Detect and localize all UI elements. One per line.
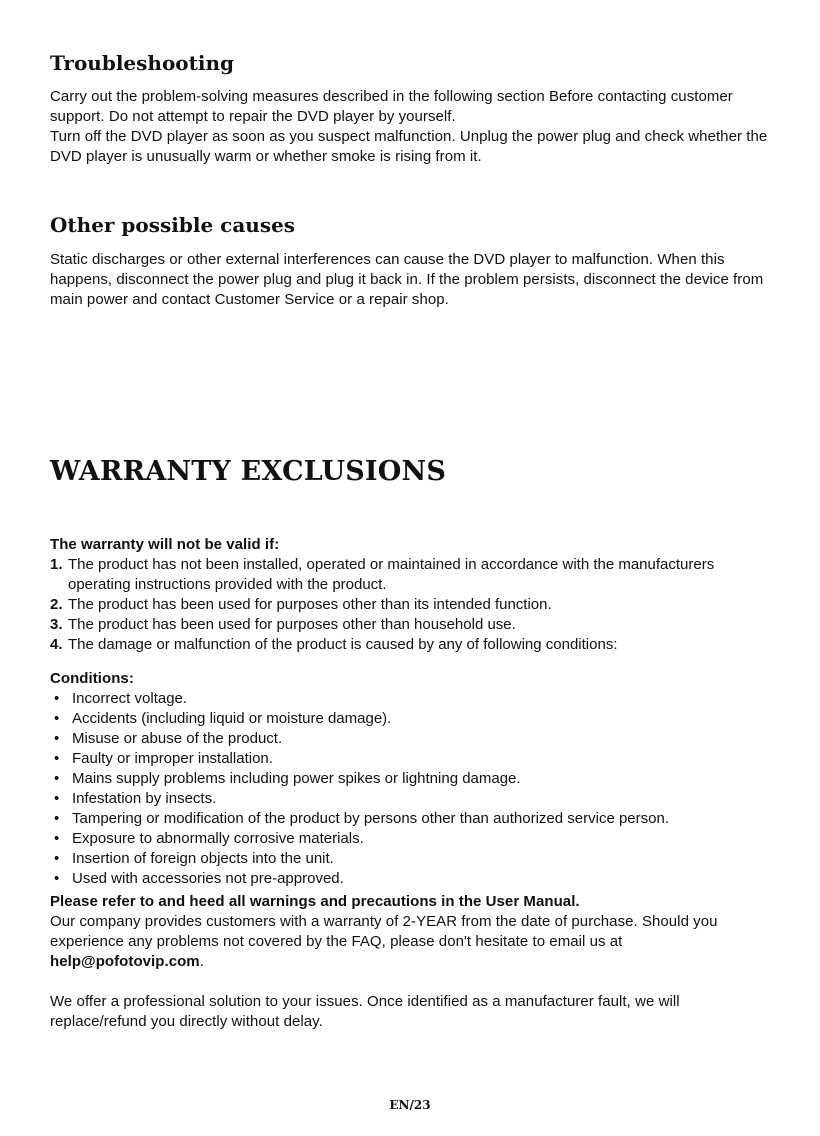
list-number: 2. [50, 596, 63, 613]
list-number: 4. [50, 636, 63, 653]
list-item [50, 729, 780, 749]
bullet-icon: • [54, 810, 60, 827]
company-text: Our company provides customers with a warranty of 2-YEAR from the date of purchase. Should you experience any problems not covered by the FAQ, please don't hesitate to email us at [50, 913, 718, 950]
email-suffix: . [199, 953, 204, 970]
refer-note: Please refer to and heed all warnings and precautions in the User Manual. [50, 893, 580, 910]
bullet-icon: • [54, 850, 60, 867]
list-item [50, 869, 780, 889]
list-item [50, 809, 780, 829]
list-item [50, 829, 780, 849]
list-text: The product has been used for purposes other than its intended function. [68, 596, 552, 613]
list-text: The damage or malfunction of the product is caused by any of following conditions: [68, 636, 618, 653]
bullet-icon: • [54, 690, 60, 707]
list-item [50, 749, 780, 769]
list-text: Mains supply problems including power spikes or lightning damage. [72, 770, 521, 787]
list-text: Infestation by insects. [72, 790, 217, 807]
bullet-icon: • [54, 770, 60, 787]
conditions-title: Conditions: [50, 670, 134, 687]
warranty-invalid-title: The warranty will not be valid if: [50, 536, 280, 553]
list-text: Faulty or improper installation. [72, 750, 273, 767]
bullet-icon: • [54, 870, 60, 887]
list-item [50, 615, 780, 635]
conditions-list [50, 689, 780, 889]
troubleshooting-paragraph-1: Carry out the problem-solving measures described in the following section Before contacting customer support. Do not attempt to repair the DVD player by yourself. [50, 88, 733, 125]
warranty-invalid-list [50, 555, 780, 655]
list-text: Accidents (including liquid or moisture damage). [72, 710, 392, 727]
other-causes-section [50, 212, 780, 310]
list-item [50, 595, 780, 615]
list-text: Used with accessories not pre-approved. [72, 870, 344, 887]
warranty-section [50, 454, 780, 490]
bullet-icon: • [54, 790, 60, 807]
troubleshooting-paragraph-2: Turn off the DVD player as soon as you suspect malfunction. Unplug the power plug and check whether the DVD player is unusually warm or whether smoke is rising from it. [50, 128, 768, 165]
bullet-icon: • [54, 750, 60, 767]
other-causes-paragraph: Static discharges or other external interferences can cause the DVD player to malfunction. When this happens, disconnect the power plug and plug it back in. If the problem persists, disconnect the device from main power and contact Customer Service or a repair shop. [50, 251, 764, 308]
list-item [50, 789, 780, 809]
troubleshooting-heading: Troubleshooting [50, 51, 234, 75]
list-item [50, 635, 780, 655]
bullet-icon: • [54, 830, 60, 847]
list-item [50, 689, 780, 709]
offer-paragraph: We offer a professional solution to your issues. Once identified as a manufacturer fault, we will replace/refund you directly without delay. [50, 993, 680, 1030]
troubleshooting-section [50, 50, 780, 167]
list-text: Tampering or modification of the product by persons other than authorized service person. [72, 810, 669, 827]
list-item [50, 849, 780, 869]
list-text: Exposure to abnormally corrosive materials. [72, 830, 364, 847]
list-text: Misuse or abuse of the product. [72, 730, 283, 747]
bullet-icon: • [54, 710, 60, 727]
list-text: The product has been used for purposes other than household use. [68, 616, 516, 633]
bullet-icon: • [54, 730, 60, 747]
warranty-body [50, 535, 780, 1032]
other-causes-heading: Other possible causes [50, 213, 296, 237]
list-number: 3. [50, 616, 63, 633]
list-text: The product has not been installed, operated or maintained in accordance with the manufacturers operating instructions provided with the product. [68, 556, 715, 593]
list-text: Incorrect voltage. [72, 690, 188, 707]
warranty-heading: WARRANTY EXCLUSIONS [50, 456, 447, 487]
page-number: EN/23 [389, 1098, 431, 1112]
list-text: Insertion of foreign objects into the unit. [72, 850, 334, 867]
list-number: 1. [50, 556, 63, 573]
support-email-link[interactable]: help@pofotovip.com [50, 953, 200, 970]
company-warranty-text [50, 912, 780, 972]
list-item [50, 555, 780, 595]
list-item [50, 709, 780, 729]
list-item [50, 769, 780, 789]
